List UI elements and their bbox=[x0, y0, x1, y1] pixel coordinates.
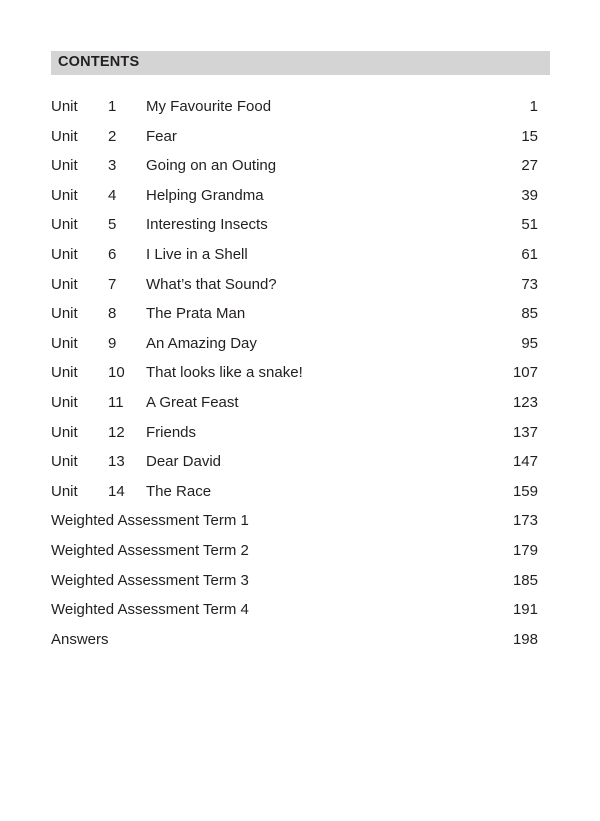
toc-row-unit-2[interactable] bbox=[51, 126, 538, 156]
toc-row-unit-9[interactable] bbox=[51, 333, 538, 363]
toc-row-unit-8[interactable] bbox=[51, 303, 538, 333]
page-number: 191 bbox=[512, 601, 538, 619]
unit-number: 9 bbox=[108, 334, 117, 352]
toc-row-unit-4[interactable] bbox=[51, 185, 538, 215]
page-number: 85 bbox=[521, 305, 538, 323]
toc-row-unit-3[interactable] bbox=[51, 155, 538, 185]
toc-row-assessment-term-3[interactable] bbox=[51, 570, 538, 600]
section-title: Answers bbox=[51, 630, 109, 648]
page-number: 137 bbox=[512, 423, 538, 441]
unit-title: My Favourite Food bbox=[146, 98, 272, 115]
unit-title: An Amazing Day bbox=[146, 334, 257, 352]
unit-label: Unit bbox=[51, 186, 78, 204]
page-number: 185 bbox=[512, 571, 538, 589]
toc-row-unit-11[interactable] bbox=[51, 392, 538, 422]
unit-number: 6 bbox=[108, 245, 117, 263]
unit-title: Going on an Outing bbox=[146, 157, 277, 175]
page-number: 107 bbox=[512, 364, 538, 382]
unit-title: Friends bbox=[146, 423, 197, 441]
unit-label: Unit bbox=[51, 157, 78, 175]
table-of-contents bbox=[51, 96, 538, 658]
unit-label: Unit bbox=[51, 127, 78, 145]
unit-number: 12 bbox=[108, 423, 125, 441]
toc-row-unit-13[interactable] bbox=[51, 451, 538, 481]
toc-row-unit-1[interactable] bbox=[51, 96, 538, 126]
unit-title: I Live in a Shell bbox=[146, 245, 248, 263]
page-number: 147 bbox=[512, 453, 538, 471]
toc-row-unit-7[interactable] bbox=[51, 274, 538, 304]
section-title: Weighted Assessment Term 2 bbox=[51, 541, 249, 559]
toc-row-assessment-term-4[interactable] bbox=[51, 599, 538, 629]
unit-number: 8 bbox=[108, 305, 117, 323]
toc-row-assessment-term-1[interactable] bbox=[51, 510, 538, 540]
section-title: Weighted Assessment Term 4 bbox=[51, 601, 249, 619]
unit-number: 7 bbox=[108, 275, 117, 293]
unit-label: Unit bbox=[51, 98, 78, 115]
unit-number: 3 bbox=[108, 157, 117, 175]
unit-number: 14 bbox=[108, 482, 125, 500]
page-number: 159 bbox=[512, 482, 538, 500]
toc-row-answers[interactable] bbox=[51, 629, 538, 659]
unit-number: 4 bbox=[108, 186, 117, 204]
page-number: 198 bbox=[512, 630, 538, 648]
page-number: 95 bbox=[521, 334, 538, 352]
unit-number: 5 bbox=[108, 216, 117, 234]
unit-title: The Prata Man bbox=[146, 305, 246, 323]
toc-row-unit-14[interactable] bbox=[51, 481, 538, 511]
toc-row-unit-12[interactable] bbox=[51, 422, 538, 452]
unit-label: Unit bbox=[51, 364, 78, 382]
unit-label: Unit bbox=[51, 393, 78, 411]
page-number: 123 bbox=[512, 393, 538, 411]
unit-title: A Great Feast bbox=[146, 393, 239, 411]
toc-row-assessment-term-2[interactable] bbox=[51, 540, 538, 570]
unit-title: Fear bbox=[146, 127, 177, 145]
page-number: 15 bbox=[521, 127, 538, 145]
page-number: 73 bbox=[521, 275, 538, 293]
toc-row-unit-10[interactable] bbox=[51, 362, 538, 392]
unit-title: The Race bbox=[146, 482, 212, 500]
unit-number: 1 bbox=[108, 98, 117, 115]
toc-row-unit-6[interactable] bbox=[51, 244, 538, 274]
toc-row-unit-5[interactable] bbox=[51, 214, 538, 244]
unit-label: Unit bbox=[51, 216, 78, 234]
contents-header-bar bbox=[51, 51, 550, 75]
unit-label: Unit bbox=[51, 334, 78, 352]
unit-title: Interesting Insects bbox=[146, 216, 268, 234]
page-number: 1 bbox=[529, 98, 538, 115]
page-number: 39 bbox=[521, 186, 538, 204]
unit-label: Unit bbox=[51, 423, 78, 441]
unit-number: 11 bbox=[108, 393, 124, 411]
unit-label: Unit bbox=[51, 453, 78, 471]
unit-label: Unit bbox=[51, 245, 78, 263]
page-number: 51 bbox=[521, 216, 538, 234]
page-title: CONTENTS bbox=[58, 54, 140, 70]
page-number: 27 bbox=[521, 157, 538, 175]
unit-number: 13 bbox=[108, 453, 125, 471]
unit-title: That looks like a snake! bbox=[146, 364, 303, 382]
section-title: Weighted Assessment Term 1 bbox=[51, 512, 249, 530]
unit-label: Unit bbox=[51, 275, 78, 293]
page-number: 61 bbox=[521, 245, 538, 263]
page-number: 173 bbox=[512, 512, 538, 530]
unit-title: Helping Grandma bbox=[146, 186, 264, 204]
unit-number: 10 bbox=[108, 364, 125, 382]
section-title: Weighted Assessment Term 3 bbox=[51, 571, 249, 589]
unit-number: 2 bbox=[108, 127, 117, 145]
unit-label: Unit bbox=[51, 482, 78, 500]
page-number: 179 bbox=[512, 541, 538, 559]
unit-title: Dear David bbox=[146, 453, 222, 471]
unit-title: What’s that Sound? bbox=[146, 275, 277, 293]
unit-label: Unit bbox=[51, 305, 78, 323]
